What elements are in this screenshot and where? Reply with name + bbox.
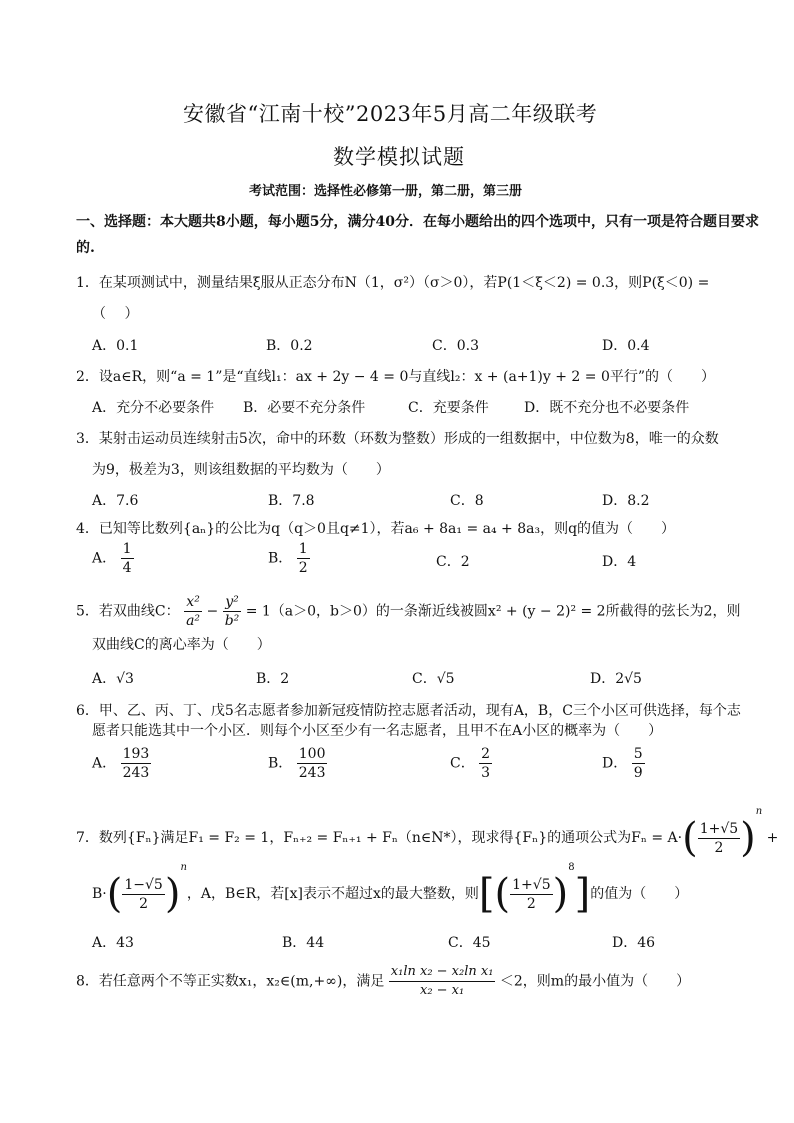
fraction-denominator: 2 <box>139 895 149 912</box>
question-5-stem <box>76 593 741 630</box>
fraction-numerator: 1+√5 <box>512 876 551 893</box>
paren-right: ) <box>740 815 756 861</box>
fraction-denominator: 4 <box>122 560 132 576</box>
q6-option-a <box>92 745 151 782</box>
exponent-8: 8 <box>568 862 575 873</box>
fraction-numerator: x₁ln x₂ − x₂ln x₁ <box>389 963 496 982</box>
exam-subtitle: 数学模拟试题 <box>333 145 465 169</box>
q7-option-c: C．45 <box>448 935 491 951</box>
q8-stem-pre: 8．若任意两个不等正实数x₁，x₂∈(m,+∞)，满足 <box>76 973 385 990</box>
q6-option-a-fraction <box>121 745 152 782</box>
paren-left: ( <box>494 871 511 917</box>
fraction-denominator: 2 <box>714 839 724 856</box>
q6-option-d-label: D． <box>602 755 628 772</box>
q7-plus: + <box>766 830 779 846</box>
question-6-stem-cont: 愿者只能选其中一个小区．则每个小区至少有一名志愿者，且甲不在A小区的概率为（ ） <box>92 723 663 739</box>
fraction-numerator: x² <box>184 593 202 612</box>
q7-option-d: D．46 <box>612 935 656 951</box>
q6-option-d-fraction <box>632 745 645 782</box>
q7-b-pre: B· <box>92 886 107 902</box>
q4-option-a-label: A． <box>92 550 117 567</box>
question-7-stem-cont <box>92 862 689 917</box>
exponent-n: n <box>755 806 763 817</box>
question-4-stem: 4．已知等比数列{aₙ}的公比为q（q＞0且q≠1），若a₆ + 8a₁ = a₄ + 8a₃，则q的值为（ ） <box>76 521 676 537</box>
q5-minus: − <box>206 603 219 620</box>
question-7-stem <box>76 806 779 861</box>
q1-option-a: A．0.1 <box>92 338 139 354</box>
floor-bracket-right: ] <box>574 871 591 917</box>
q7-option-b: B．44 <box>282 935 325 951</box>
fraction-numerator: 1−√5 <box>124 876 163 893</box>
q4-option-b-label: B． <box>268 550 293 567</box>
paren-right: ) <box>164 871 181 917</box>
fraction-denominator: 3 <box>481 765 491 781</box>
question-6-stem: 6．甲、乙、丙、丁、戊5名志愿者参加新冠疫情防控志愿者活动，现有A，B，C三个小区可供选择，每个志 <box>76 703 741 719</box>
q6-option-b <box>268 745 327 782</box>
q6-option-c-fraction <box>479 745 492 782</box>
fraction-numerator: 1+√5 <box>699 820 739 837</box>
q1-option-d: D．0.4 <box>602 338 650 354</box>
q7-stem-pre: 7．数列{Fₙ}满足F₁ = F₂ = 1，Fₙ₊₂ = Fₙ₊₁ + Fₙ（n∈N*），现求得{Fₙ}的通项公式为Fₙ = A· <box>76 830 683 846</box>
fraction-numerator: y² <box>223 593 242 612</box>
q5-stem-post: = 1（a＞0，b＞0）的一条渐近线被圆x² + (y − 2)² = 2所截得的弦长为2，则 <box>245 603 741 620</box>
q6-option-d <box>602 745 645 782</box>
q7-fraction-psi <box>122 876 164 913</box>
question-3-stem-cont: 为9，极差为3，则该组数据的平均数为（ ） <box>92 462 390 478</box>
q7-option-a: A．43 <box>92 935 134 951</box>
question-8-stem <box>76 963 690 1000</box>
q4-option-b-fraction <box>297 540 310 577</box>
exam-scope: 考试范围：选择性必修第一册，第二册，第三册 <box>249 184 523 199</box>
fraction-numerator: 5 <box>633 746 643 762</box>
q4-option-a-fraction <box>121 540 134 577</box>
q7-fraction-last <box>510 876 552 913</box>
question-5-stem-cont: 双曲线C的离心率为（ ） <box>92 637 271 653</box>
exam-title: 安徽省“江南十校”2023年5月高二年级联考 <box>183 102 598 126</box>
paren-left: ( <box>106 871 123 917</box>
q6-option-c-label: C． <box>450 755 475 772</box>
q2-option-c: C．充要条件 <box>408 400 489 416</box>
q6-option-a-label: A． <box>92 755 117 772</box>
fraction-numerator: 2 <box>481 746 491 762</box>
fraction-numerator: 1 <box>122 541 132 557</box>
fraction-denominator: 9 <box>633 765 643 781</box>
q7-fraction-phi <box>698 820 740 857</box>
q1-option-b: B．0.2 <box>266 338 313 354</box>
q8-fraction <box>389 963 496 1000</box>
q4-option-a <box>92 540 134 577</box>
q7-b-post: 的值为（ ） <box>590 886 689 902</box>
q4-option-b <box>268 540 310 577</box>
fraction-denominator: 243 <box>298 765 326 781</box>
section-heading: 一、选择题：本大题共8小题，每小题5分，满分40分．在每小题给出的四个选项中，只有一项是符合题目要求的. <box>76 214 759 256</box>
q5-option-c: C．√5 <box>412 671 455 687</box>
fraction-numerator: 193 <box>122 746 150 762</box>
fraction-denominator: 2 <box>298 560 308 576</box>
q5-option-d: D．2√5 <box>590 671 642 687</box>
question-2-stem: 2．设a∈R，则“a = 1”是“直线l₁：ax + 2y − 4 = 0与直线l₂：x + (a+1)y + 2 = 0平行”的（ ） <box>76 369 716 385</box>
paren-left: ( <box>682 815 698 861</box>
q3-option-d: D．8.2 <box>602 493 650 509</box>
q3-option-c: C．8 <box>450 493 484 509</box>
q6-option-b-label: B． <box>268 755 293 772</box>
q5-fraction-y <box>223 593 242 630</box>
fraction-denominator: x₂ − x₁ <box>419 983 465 998</box>
fraction-numerator: 1 <box>298 541 308 557</box>
question-3-stem: 3．某射击运动员连续射击5次，命中的环数（环数为整数）形成的一组数据中，中位数为8，唯一的众数 <box>76 431 719 447</box>
q2-option-a: A．充分不必要条件 <box>92 400 215 416</box>
fraction-denominator: a² <box>186 613 201 629</box>
fraction-denominator: 2 <box>526 895 536 912</box>
q2-option-b: B．必要不充分条件 <box>243 400 366 416</box>
q5-stem-pre: 5．若双曲线C： <box>76 603 180 620</box>
q2-option-d: D．既不充分也不必要条件 <box>524 400 690 416</box>
exponent-n: n <box>180 862 187 873</box>
floor-bracket-left: [ <box>478 871 495 917</box>
q6-option-c <box>450 745 492 782</box>
q5-option-a: A．√3 <box>92 671 134 687</box>
q1-option-c: C．0.3 <box>432 338 479 354</box>
q5-option-b: B．2 <box>256 671 290 687</box>
fraction-denominator: 243 <box>122 765 150 781</box>
q3-option-a: A．7.6 <box>92 493 139 509</box>
paren-right: ) <box>552 871 569 917</box>
fraction-denominator: b² <box>224 613 240 629</box>
q8-stem-post: ＜2，则m的最小值为（ ） <box>499 973 691 990</box>
fraction-numerator: 100 <box>298 746 326 762</box>
q5-fraction-x <box>184 593 202 630</box>
q6-option-b-fraction <box>297 745 328 782</box>
q7-b-mid: ，A，B∈R，若[x]表示不超过x的最大整数，则 <box>186 886 479 902</box>
question-1-stem-cont: （ ） <box>92 306 139 322</box>
question-1-stem: 1．在某项测试中，测量结果ξ服从正态分布N（1，σ²）（σ＞0），若P(1＜ξ＜2) = 0.3，则P(ξ＜0) = <box>76 275 710 291</box>
q3-option-b: B．7.8 <box>268 493 315 509</box>
q4-option-c: C．2 <box>436 554 470 570</box>
q4-option-d: D．4 <box>602 554 637 570</box>
